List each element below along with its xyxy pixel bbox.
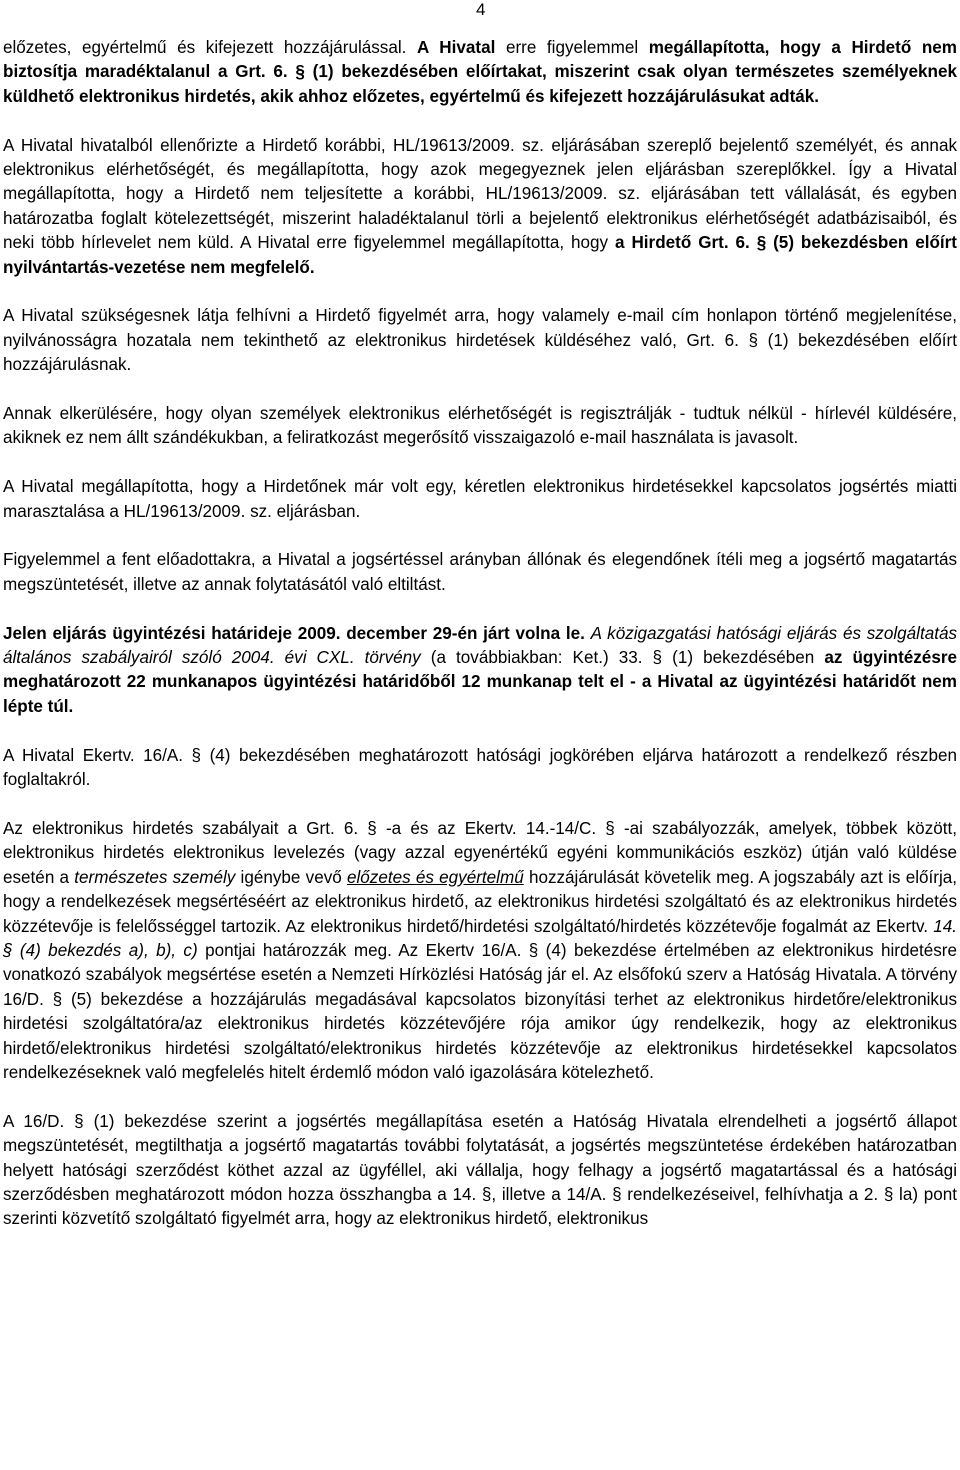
text-span-italic-underline: előzetes és egyértelmű: [346, 867, 524, 887]
paragraph-4: [3, 402, 957, 451]
text-span-italic: természetes személy: [74, 867, 236, 887]
text-span-italic: 14. § (4) bekezdés a), b), c): [3, 916, 957, 960]
text-span-bold: a Hirdető Grt. 6. § (5) bekezdésben előírt nyilvántartás-vezetése nem megfelelő.: [3, 233, 957, 277]
text-span-bold: Jelen eljárás ügyintézési határideje 2009. december 29-én járt volna le.: [3, 623, 585, 643]
paragraph-8: [3, 744, 957, 793]
text-span-bold: A Hivatal: [417, 38, 496, 57]
text-span: A Hivatal szükségesnek látja felhívni a Hirdető figyelmét arra, hogy valamely e-mail cím honlapon történő megjelenítése, nyilvánosságra hozatala nem tekinthető az elektronikus hirdetések küldéséhez való, Grt. 6. § (1) bekezdésében előírt hozzájárulásnak.: [3, 306, 957, 375]
document-body: [3, 36, 957, 1232]
page-number: 4: [476, 0, 486, 19]
text-span: Annak elkerülésére, hogy olyan személyek elektronikus elérhetőségét is regisztrálják - tudtuk nélkül - hírlevél küldésére, akiknek ez nem állt szándékukban, a feliratkozást megerősítő visszaigazoló e-mail használata is javasolt.: [3, 404, 957, 448]
text-span-italic: A közigazgatási hatósági eljárás és szolgáltatás általános szabályairól szóló 2004. évi CXL. törvény: [3, 623, 958, 668]
text-span-bold: megállapította, hogy a Hirdető nem biztosítja maradéktalanul a Grt. 6. § (1) bekezdésében előírtakat, miszerint csak olyan természetes személyeknek küldhető elektronikus hirdetés, akik ahhoz előzetes, egyértelmű és kifejezett hozzájárulásukat adták.: [3, 38, 958, 106]
text-span: A Hivatal megállapította, hogy a Hirdetőnek már volt egy, kéretlen elektronikus hirdetésekkel kapcsolatos jogsértés miatti marasztalása a HL/19613/2009. sz. eljárásban.: [3, 477, 957, 521]
text-span: Figyelemmel a fent előadottakra, a Hivatal a jogsértéssel arányban állónak és elegendőnek ítéli meg a jogsértő magatartás megszüntetését, illetve az annak folytatásától való eltiltást.: [3, 550, 957, 594]
paragraph-2: [3, 134, 957, 280]
paragraph-5: [3, 475, 957, 524]
text-span: A Hivatal hivatalból ellenőrizte a Hirdető korábbi, HL/19613/2009. sz. eljárásában szereplő bejelentő személyét, és annak elektronikus elérhetőségét, és megállapította, hogy azok megegyeznek jelen eljárásban szereplőkkel. Így a Hivatal megállapította, hogy a Hirdető nem teljesítette a korábbi, HL/19613/2009. sz. eljárásában tett vállalását, és egyben határozatba foglalt kötelezettségét, miszerint haladéktalanul törli a bejelentő elektronikus elérhetőségét adatbázisaiból, és neki több hírlevelet nem küld. A Hivatal erre figyelemmel megállapította, hogy: [3, 135, 957, 253]
text-span: pontjai határozzák meg. Az Ekertv 16/A. § (4) bekezdése értelmében az elektronikus hirdetésre vonatkozó szabályok megsértése esetén a Nemzeti Hírközlési Hatóság jár el. Az elsőfokú szerv a Hatóság Hivatala. A törvény 16/D. § (5) bekezdése a hozzájárulás megadásával kapcsolatos bizonyítási terhet az elektronikus hirdetőre/elektronikus hirdetési szolgáltatóra/az elektronikus hirdetés közzétevőjére rója amikor úgy rendelkezik, hogy az elektronikus hirdető/elektronikus hirdetési szolgáltató/elektronikus hirdetés közzétevője az elektronikus hirdetésekkel kapcsolatos rendelkezéseknek való megfelelés hitelt érdemlő módon való igazolására kötelezhető.: [3, 940, 957, 1082]
text-span: előzetes, egyértelmű és kifejezett hozzájárulással.: [3, 38, 417, 57]
text-span: hozzájárulását követelik meg. A jogszabály azt is előírja, hogy a rendelkezések megsértéséért az elektronikus hirdető, az elektronikus hirdetési szolgáltató és az elektronikus hirdetés közzétevője is felelősséggel tartozik. Az elektronikus hirdető/hirdetési szolgáltató/hirdetés közzétevője fogalmát az Ekertv.: [3, 867, 958, 936]
text-span-bold: az ügyintézésre meghatározott 22 munkanapos ügyintézési határidőből 12 munkanap telt el - a Hivatal az ügyintézési határidőt nem lépte túl.: [3, 648, 957, 716]
paragraph-9: [3, 817, 957, 1085]
paragraph-6: [3, 548, 957, 597]
text-span: A Hivatal Ekertv. 16/A. § (4) bekezdésében meghatározott hatósági jogkörében eljárva határozott a rendelkező részben foglaltakról.: [3, 745, 957, 790]
text-span: A 16/D. § (1) bekezdése szerint a jogsértés megállapítása esetén a Hatóság Hivatala elrendelheti a jogsértő állapot megszüntetését, megtilthatja a jogsértő magatartás további folytatását, a jogsértés megszüntetése érdekében határozatban helyett hatósági szerződést köthet azzal az ügyféllel, aki vállalja, hogy felhagy a jogsértő magatartással és a hatósági szerződésben meghatározott módon hozza összhangba a 14. §, illetve a 14/A. § rendelkezéseivel, felhívhatja a 2. § la) pont szerinti közvetítő szolgáltató figyelmét arra, hogy az elektronikus hirdető, elektronikus: [3, 1111, 957, 1229]
paragraph-1: [3, 36, 957, 109]
text-span: igénybe vevő: [235, 867, 347, 887]
text-span: erre figyelemmel: [495, 38, 649, 57]
paragraph-3: [3, 304, 957, 377]
text-span: Az elektronikus hirdetés szabályait a Grt. 6. § -a és az Ekertv. 14.-14/C. § -ai szabályozzák, amelyek, többek között, elektronikus hirdetés elektronikus levelezés (vagy azzal egyenértékű egyéni kommunikációs eszköz) útján való küldése esetén a: [3, 818, 957, 887]
paragraph-7: [3, 622, 957, 720]
paragraph-10: [3, 1110, 957, 1232]
text-span: (a továbbiakban: Ket.) 33. § (1) bekezdésében: [420, 648, 825, 668]
